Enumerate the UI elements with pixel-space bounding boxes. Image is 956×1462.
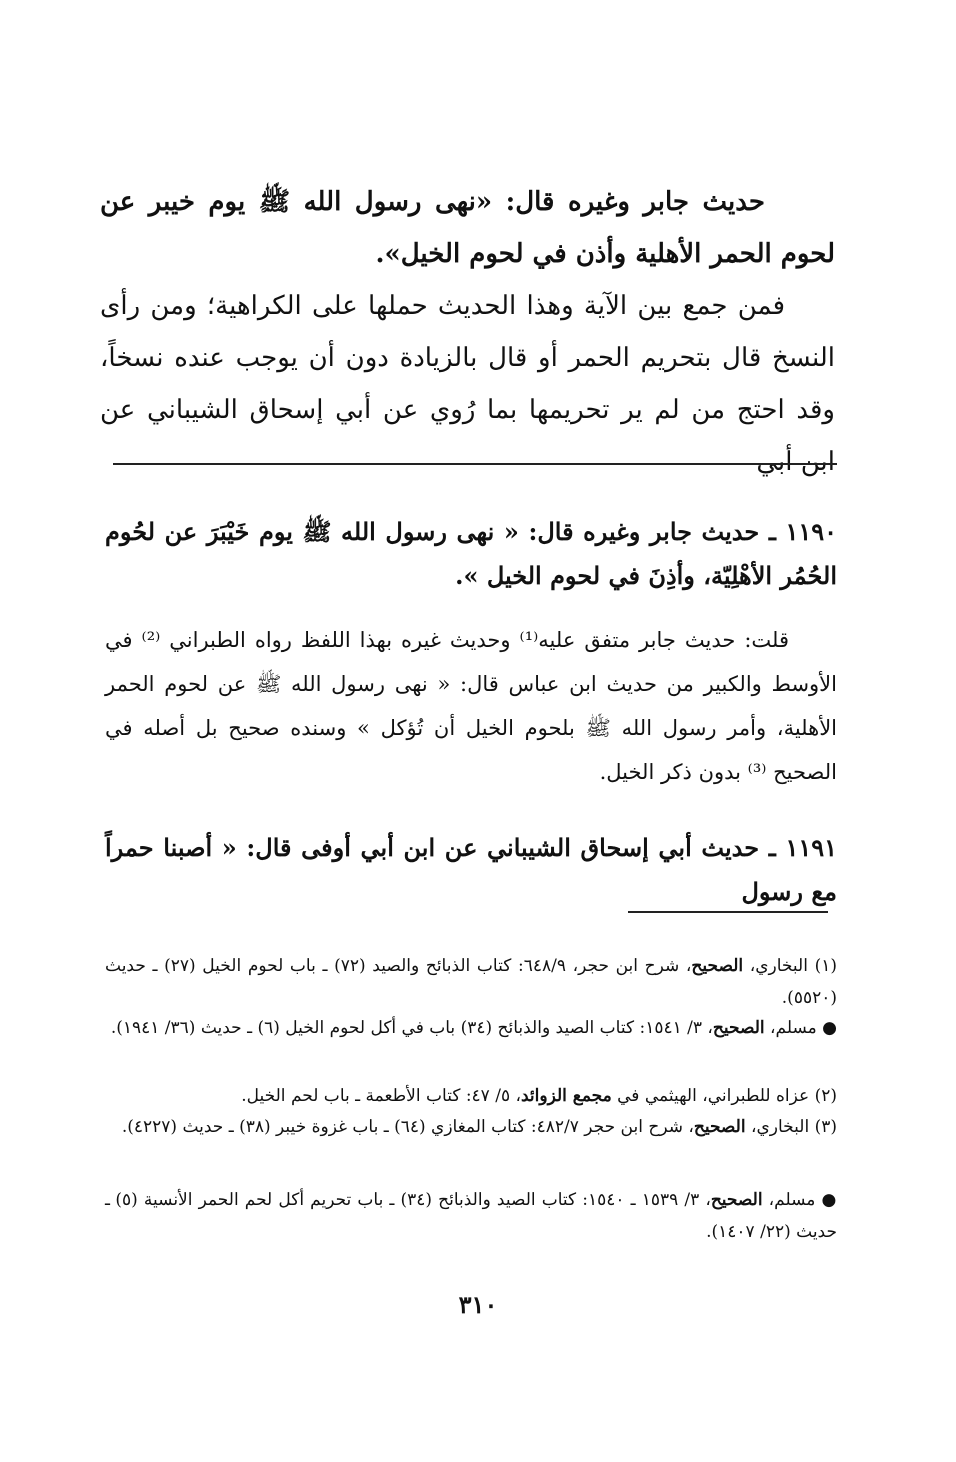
hadith-1191 [105, 826, 837, 914]
footnote-1 [105, 950, 837, 1014]
footnote-text: ، شرح ابن حجر، ٦٤٨/٩: كتاب الذبائح والصيد (٧٢) ـ باب لحوم الخيل (٢٧) ـ حديث (٥٥٢٠). [105, 956, 837, 1008]
footnote-3 [105, 1111, 837, 1143]
book-title: الصحيح [712, 1018, 765, 1038]
bullet-icon: ● [821, 1190, 838, 1210]
footnote-text: عزاه للطبراني، الهيثمي في [611, 1086, 810, 1106]
main-text-block [100, 176, 835, 488]
footnote-2 [105, 1080, 837, 1112]
main-paragraph-2: فمن جمع بين الآية وهذا الحديث حملها على الكراهية؛ ومن رأى النسخ قال بتحريم الحمر أو قال بالزيادة دون أن يوجب عنده نسخاً، وقد احتج من لم ير تحريمها بما رُوي عن أبي إسحاق الشيباني عن ابن أبي [100, 291, 835, 477]
book-title: الصحيح [691, 956, 744, 976]
footnote-text: ، ٥/ ٤٧: كتاب الأطعمة ـ باب لحم الخيل. [241, 1086, 521, 1106]
footnote-label: (٣) [814, 1117, 837, 1137]
hadith-1190-text: ١١٩٠ ـ حديث جابر وغيره قال: « نهى رسول الله ﷺ يوم خَيْبَرَ عن لحُوم الحُمُر الأهْلِيّة، وأذِنَ في لحوم الخيل ». [105, 517, 837, 590]
commentary-text: قلت: حديث جابر متفق عليه⁽¹⁾ وحديث غيره بهذا اللفظ رواه الطبراني ⁽²⁾ في الأوسط والكبير من حديث ابن عباس قال: « نهى رسول الله ﷺ عن لحوم الحمر الأهلية، وأمر رسول الله ﷺ بلحوم الخيل أن تُؤكل » وسنده صحيح بل أصله في الصحيح ⁽³⁾ بدون ذكر الخيل. [105, 628, 837, 784]
section-divider [113, 463, 837, 465]
page-number: ٣١٠ [458, 1290, 498, 1319]
commentary-paragraph [105, 618, 837, 794]
footnote-text: مسلم، [762, 1190, 822, 1210]
book-title: مجمع الزوائد [520, 1086, 612, 1106]
book-title: الصحيح [693, 1117, 746, 1137]
footnote-3-muslim [105, 1184, 837, 1248]
footnote-text: ، ٣/ ١٥٣٩ ـ ١٥٤٠: كتاب الصيد والذبائح (٣٤) ـ باب تحريم أكل لحم الحمر الأنسية (٥) ـ حديث (٢٢/ ١٤٠٧). [105, 1190, 837, 1242]
bullet-icon: ● [822, 1018, 837, 1038]
footnote-text: مسلم، [764, 1018, 823, 1038]
footnote-1-muslim [105, 1012, 837, 1044]
footnote-text: البخاري، [745, 1117, 810, 1137]
footnote-text: ، ٣/ ١٥٤١: كتاب الصيد والذبائح (٣٤) باب في أكل لحوم الخيل (٦) ـ حديث (٣٦/ ١٩٤١). [110, 1018, 713, 1038]
footnote-text: ، شرح ابن حجر ٤٨٢/٧: كتاب المغازي (٦٤) ـ باب غزوة خيبر (٣٨) ـ حديث (٤٢٢٧). [121, 1117, 694, 1137]
hadith-1190 [105, 510, 837, 598]
footnote-divider [628, 911, 828, 913]
hadith-1191-text: ١١٩١ ـ حديث أبي إسحاق الشيباني عن ابن أبي أوفى قال: « أصبنا حمراً مع رسول [105, 833, 837, 906]
footnote-text: البخاري، [743, 956, 808, 976]
book-title: الصحيح [710, 1190, 763, 1210]
footnote-label: (١) [814, 956, 838, 976]
main-paragraph-1: حديث جابر وغيره قال: «نهى رسول الله ﷺ يوم خيبر عن لحوم الحمر الأهلية وأذن في لحوم الخيل». [100, 187, 835, 269]
footnote-label: (٢) [814, 1086, 837, 1106]
